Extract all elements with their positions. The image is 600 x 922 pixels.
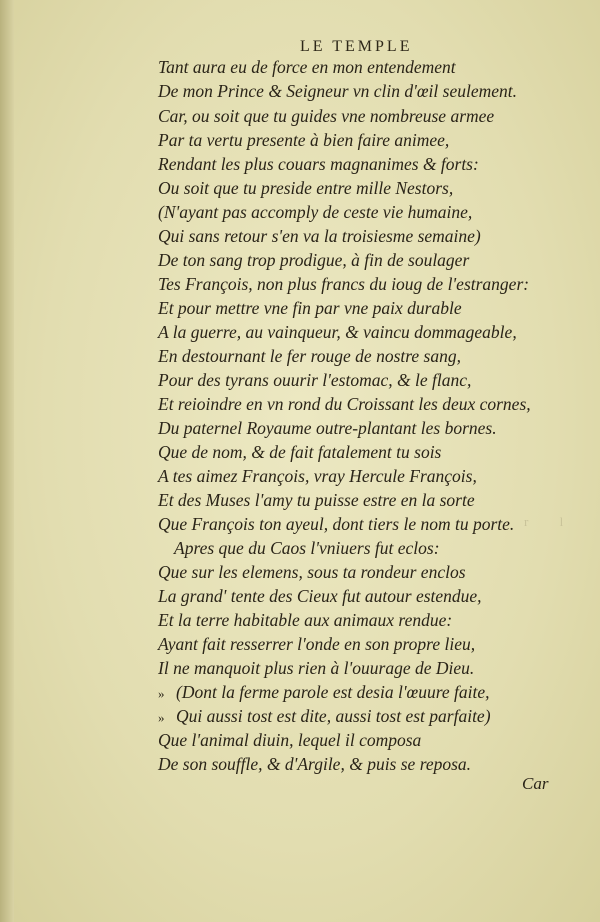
verse-line: Que l'animal diuin, lequel il composa <box>158 730 422 750</box>
verse-line: Rendant les plus couars magnanimes & forts: <box>158 154 479 174</box>
verse-line: Que François ton ayeul, dont tiers le nom tu porte. <box>158 514 515 534</box>
verse-line: (N'ayant pas accomply de ceste vie humaine, <box>158 202 473 222</box>
verse-line: Que de nom, & de fait fatalement tu sois <box>158 442 442 462</box>
verse-line: Par ta vertu presente à bien faire animee, <box>158 130 450 150</box>
verse-line-marked: » (Dont la ferme parole est desia l'œuure faite, <box>158 681 490 705</box>
verse-line: A la guerre, au vainqueur, & vaincu dommageable, <box>158 322 517 342</box>
verse-line: Et pour mettre vne fin par vne paix durable <box>158 298 462 318</box>
show-through-text: r l <box>524 514 578 529</box>
verse-line: De mon Prince & Seigneur vn clin d'œil seulement. <box>158 81 518 101</box>
verse-line: Ou soit que tu preside entre mille Nestors, <box>158 178 454 198</box>
verse-line: Ayant fait resserrer l'onde en son propre lieu, <box>158 634 476 654</box>
verse-line: Pour des tyrans ouurir l'estomac, & le flanc, <box>158 370 472 390</box>
running-head: LE TEMPLE <box>300 38 413 55</box>
verse-line: Et la terre habitable aux animaux rendue: <box>158 610 453 630</box>
verse-line: Apres que du Caos l'vniuers fut eclos: <box>174 538 440 558</box>
catchword: Car <box>522 774 549 793</box>
verse-line-marked: » Qui aussi tost est dite, aussi tost est parfaite) <box>158 705 491 729</box>
verse-line: Du paternel Royaume outre-plantant les bornes. <box>158 418 497 438</box>
verse-line: La grand' tente des Cieux fut autour estendue, <box>158 586 482 606</box>
quote-mark: » <box>158 686 165 701</box>
verse-line: En destournant le fer rouge de nostre sang, <box>158 346 461 366</box>
verse-line: Qui sans retour s'en va la troisiesme semaine) <box>158 226 481 246</box>
verse-line: Tant aura eu de force en mon entendement <box>158 57 456 77</box>
verse-line: Tes François, non plus francs du ioug de l'estranger: <box>158 274 530 294</box>
verse-line: De son souffle, & d'Argile, & puis se reposa. <box>158 754 472 774</box>
binding-edge <box>0 0 14 922</box>
verse-line: Et reioindre en vn rond du Croissant les deux cornes, <box>158 394 531 414</box>
verse-line: De ton sang trop prodigue, à fin de soulager <box>158 250 470 270</box>
verse-line: A tes aimez François, vray Hercule François, <box>158 466 477 486</box>
verse-line: Il ne manquoit plus rien à l'ouurage de Dieu. <box>158 658 475 678</box>
verse-line: Car, ou soit que tu guides vne nombreuse armee <box>158 106 495 126</box>
verse-line: Que sur les elemens, sous ta rondeur enclos <box>158 562 466 582</box>
quote-mark: » <box>158 710 165 725</box>
verse-line: Et des Muses l'amy tu puisse estre en la sorte <box>158 490 475 510</box>
